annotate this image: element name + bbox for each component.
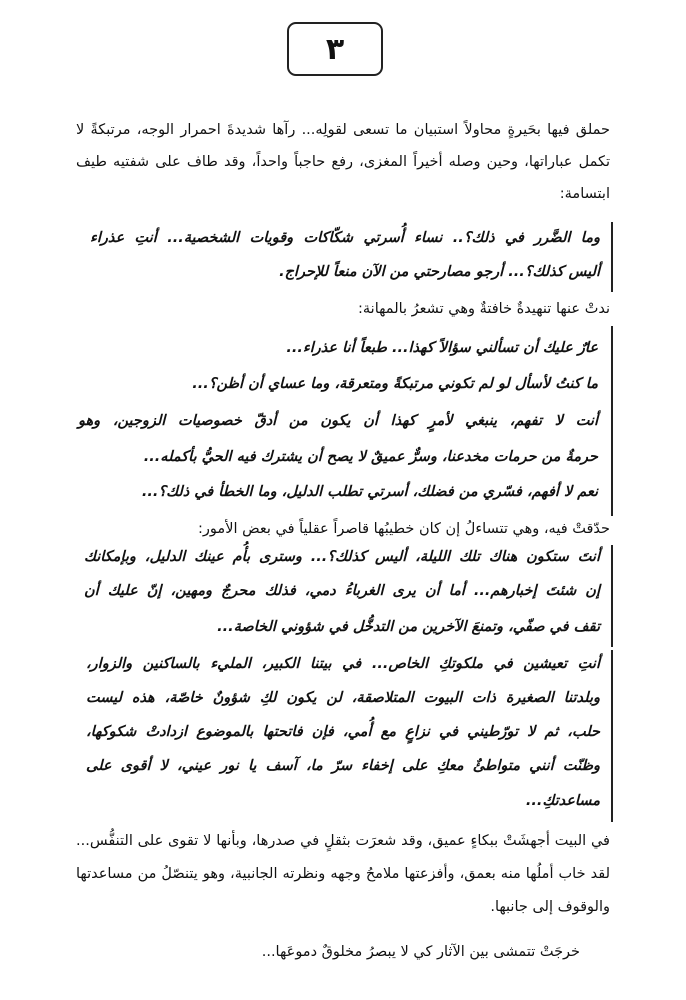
paragraph-line: في البيت أجهشَتْ ببكاءٍ عميق، وقد شعرَت بثقلٍ في صدرها، وبأنها لا تقوى على التنفُّس... bbox=[76, 833, 610, 849]
quote-rule bbox=[611, 650, 613, 822]
paragraph-line: ابتسامة: bbox=[559, 186, 610, 202]
paragraph-line: حملق فيها بحَيرةٍ محاولاً استبيان ما تسعى لقولِه... رآها شديدةَ احمرار الوجه، مرتبكةً لا bbox=[76, 122, 610, 138]
page-number-box bbox=[287, 22, 383, 76]
quote-line: تقف في صفّي، وتمنعَ الآخرين من التدخُّل في شؤوني الخاصة... bbox=[217, 619, 600, 635]
paragraph-line: ندتْ عنها تنهيدةٌ خافتةٌ وهي تشعرُ بالمهانة: bbox=[358, 301, 610, 317]
quote-rule bbox=[611, 222, 613, 292]
paragraph-line: لقد خاب أملُها منه بعمق، وأفزعتها ملامحُ وجهه ونظرته الجانبية، وهو يتنصّلُ من مساعدتها bbox=[76, 866, 610, 882]
paragraph-line: تكمل عباراتها، وحين وصله أخيراً المغزى، رفع حاجباً واحداً، وقد طاف على شفتيه طيف bbox=[76, 154, 610, 170]
quote-line: إن شئتَ إخبارهم... أما أن يرى الغرباءُ دمي، فذلك محرجٌ ومهين، إنّ عليك أن bbox=[84, 583, 600, 599]
quote-line: أنت لا تفهم، ينبغي لأمرٍ كهذا أن يكون من أدقّ خصوصيات الزوجين، وهو bbox=[78, 413, 598, 429]
quote-line: أليس كذلك؟... أرجو مصارحتي من الآن منعاً للإحراج. bbox=[279, 264, 600, 280]
quote-line: أنتَ ستكون هناك تلك الليلة، أليس كذلك؟... وسترى بأُم عينك الدليل، وبإمكانك bbox=[84, 549, 600, 565]
quote-rule bbox=[611, 326, 613, 516]
quote-line: حرمةٌ من حرمات مخدعنا، وسرٌّ عميقٌ لا يصح أن يشترك فيه الحيُّ بأكمله... bbox=[143, 449, 598, 465]
page-number: ٣ bbox=[325, 31, 345, 67]
paragraph-line: والوقوف إلى جانبها. bbox=[490, 899, 610, 915]
quote-line: وما الضَّرر في ذلك؟.. نساء أُسرتي شكّاكات وقويات الشخصية... أنتِ عذراء bbox=[90, 230, 600, 246]
quote-line: مساعدتكِ... bbox=[525, 793, 600, 809]
quote-line: عارٌ عليك أن تسألني سؤالاً كهذا... طبعاً أنا عذراء... bbox=[286, 340, 598, 356]
quote-line: وظنّت أنني متواطئٌ معكِ على إخفاء سرّ ما، آسف يا نور عيني، لا أقوى على bbox=[86, 758, 600, 774]
quote-rule bbox=[611, 545, 613, 647]
paragraph-line: حدّقتْ فيه، وهي تتساءلُ إن كان خطيبُها قاصراً عقلياً في بعض الأمور: bbox=[198, 521, 610, 537]
quote-line: أنتِ تعيشين في ملكوتكِ الخاص... في بيتنا الكبير، المليء بالساكنين والزوار، bbox=[86, 656, 600, 672]
paragraph-line: خرجَتْ تتمشى بين الآثار كي لا يبصرُ مخلوقٌ دموعَها... bbox=[261, 944, 580, 960]
quote-line: نعم لا أفهم، فسّري من فضلك، أسرتي تطلب الدليل، وما الخطأ في ذلك؟... bbox=[141, 484, 598, 500]
quote-line: وبلدتنا الصغيرة ذات البيوت المتلاصقة، لن يكون لكِ شؤونٌ خاصّة، هذه ليست bbox=[86, 690, 600, 706]
quote-line: ما كنتُ لأسأل لو لم تكوني مرتبكةً ومتعرقة، وما عساي أن أظن؟... bbox=[192, 376, 598, 392]
quote-line: حلب، ثم لا تورّطيني في نزاعٍ مع أُمي، فإن فاتحتها بالموضوع ازدادتْ شكوكها، bbox=[86, 724, 600, 740]
